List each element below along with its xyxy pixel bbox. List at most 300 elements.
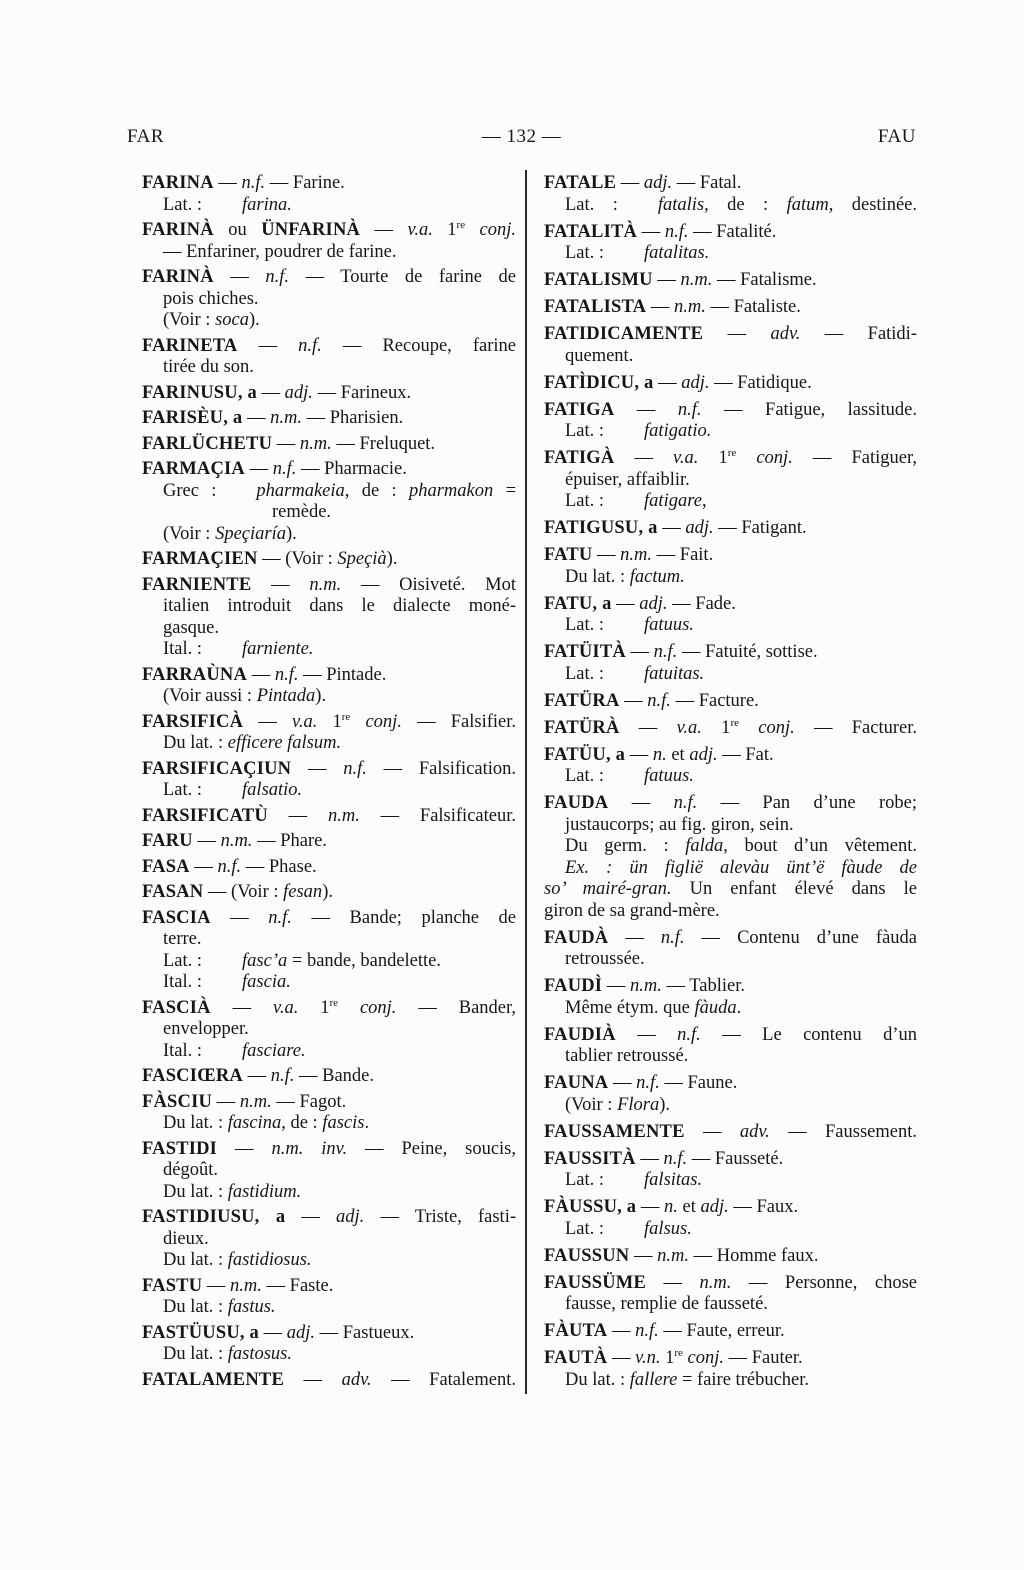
entry-line: [142, 665, 516, 687]
italic-text-segment: falda: [685, 836, 724, 856]
italic-text-segment: pharmakon: [408, 480, 494, 501]
superscript-ordinal: re: [730, 716, 739, 729]
text-segment: — Tablier.: [661, 976, 745, 996]
italic-text-segment: n.f.: [635, 1321, 659, 1341]
entry-line: [544, 421, 917, 443]
text-segment: Du lat. :: [565, 1369, 630, 1390]
text-segment: =: [493, 480, 516, 501]
entry-line: [142, 1066, 516, 1088]
italic-text-segment: fàuda: [694, 997, 737, 1018]
superscript-ordinal: re: [341, 710, 351, 723]
entry-line: [544, 976, 917, 998]
italic-text-segment: adv.: [739, 1121, 770, 1142]
dictionary-entry: [544, 222, 917, 265]
text-segment: — Faussement.: [769, 1121, 917, 1142]
italic-text-segment: fatuitas.: [644, 663, 705, 684]
italic-text-segment: n.m.: [620, 545, 653, 565]
italic-text-segment: n.f.: [653, 642, 678, 662]
headword: FASTÜUSU, a: [142, 1322, 259, 1343]
text-segment: ou: [213, 220, 262, 240]
running-head-left-guideword: FAR: [127, 126, 165, 147]
text-segment: — Fauter.: [723, 1348, 803, 1368]
dictionary-entry: [142, 1066, 516, 1088]
text-segment: —: [653, 372, 682, 393]
entry-line: [544, 1348, 917, 1370]
text-segment: tablier retroussé.: [565, 1046, 689, 1066]
text-segment: — Farine.: [265, 173, 345, 193]
dictionary-entry: [544, 1348, 917, 1391]
text-segment: giron de sa grand-mère.: [544, 900, 720, 921]
text-segment: remède.: [272, 502, 332, 522]
headword: ÜNFARINÀ: [261, 220, 361, 240]
italic-text-segment: n.m.: [629, 976, 662, 996]
entry-line: [544, 836, 917, 858]
italic-text-segment: Pintada: [256, 686, 316, 706]
text-segment: —: [625, 744, 653, 765]
superscript-ordinal: re: [727, 446, 737, 459]
text-segment: italien introduit dans le dialecte moné-: [163, 596, 516, 616]
entry-line: [544, 998, 917, 1020]
text-segment: — Bande; planche de: [291, 907, 517, 928]
text-segment: = bande, bandelette.: [287, 950, 442, 971]
italic-text-segment: n.: [664, 1197, 678, 1217]
entry-line: [544, 815, 917, 837]
italic-text-segment: fatum: [786, 194, 829, 215]
headword: FARISÈU, a: [142, 408, 243, 428]
text-segment: —: [636, 1197, 665, 1217]
entry-line: [142, 908, 516, 930]
entry-line: [142, 1250, 516, 1272]
entry-line: [142, 289, 516, 311]
headword: FATIGA: [544, 399, 615, 420]
text-segment: ).: [659, 1094, 671, 1115]
text-segment: — Pharmacie.: [296, 459, 407, 479]
text-segment: , de :: [344, 480, 409, 501]
dictionary-entry: [142, 1276, 516, 1319]
text-segment: terre.: [163, 929, 202, 949]
text-segment: — Fastueux.: [315, 1322, 415, 1343]
italic-text-segment: v.a.: [273, 997, 299, 1018]
dictionary-entry: [544, 928, 917, 971]
text-segment: — Fatidique.: [709, 372, 812, 393]
text-segment: —: [256, 382, 285, 403]
italic-text-segment: fesan: [283, 882, 323, 902]
headword: FARLÜCHETU: [142, 433, 273, 454]
italic-text-segment: fastidium.: [227, 1181, 302, 1202]
headword: FATALAMENTE: [142, 1369, 284, 1390]
entry-line: [142, 310, 516, 332]
entry-line: [544, 1321, 917, 1343]
text-segment: Ital. :: [163, 972, 203, 992]
dictionary-entry: [544, 1321, 917, 1343]
text-segment: Lat. :: [163, 194, 203, 215]
dictionary-entry: [544, 691, 917, 713]
text-segment: , de :: [281, 1113, 323, 1133]
text-segment: Un enfant élevé dans le: [671, 879, 917, 899]
headword: FARSIFICÀ: [142, 711, 244, 732]
entry-line: [544, 1273, 917, 1295]
headword: FASTIDI: [142, 1138, 218, 1159]
headword: FARINA: [142, 173, 214, 193]
headword: FÀUTA: [544, 1321, 608, 1341]
text-segment: — Oisiveté. Mot: [341, 574, 517, 595]
headword: FASTU: [142, 1275, 203, 1296]
text-segment: fausse, remplie de fausseté.: [565, 1294, 768, 1314]
text-segment: Lat. :: [565, 243, 605, 263]
italic-text-segment: soca: [215, 310, 249, 330]
italic-text-segment: adj.: [643, 173, 673, 193]
dictionary-entry: [142, 549, 516, 571]
italic-text-segment: fatigare: [644, 491, 702, 511]
italic-text-segment: conj.: [359, 997, 397, 1018]
text-segment: —: [213, 267, 266, 287]
dictionary-entry: [544, 324, 917, 367]
dictionary-entry: [544, 173, 917, 216]
entry-line: [544, 718, 917, 740]
italic-text-segment: n.f.: [660, 927, 685, 948]
italic-text-segment: n.m.: [327, 805, 360, 826]
text-segment: —: [247, 664, 275, 685]
entry-line: [544, 518, 917, 540]
text-segment: dégoût.: [163, 1160, 218, 1180]
headword: FATÜITÀ: [544, 642, 626, 662]
entry-line: [142, 1207, 516, 1229]
text-segment: — Facturer.: [794, 717, 917, 738]
dictionary-entry: [142, 806, 516, 828]
entry-line: [544, 1294, 917, 1316]
text-segment: — Fagot.: [271, 1091, 347, 1112]
headword: FATIGUSU, a: [544, 518, 658, 538]
text-segment: —: [684, 1121, 740, 1142]
entry-line: [142, 1160, 516, 1182]
entry-line: [544, 448, 917, 470]
text-segment: —: [192, 831, 221, 851]
text-segment: Lat. :: [163, 950, 203, 971]
dictionary-entry: [544, 518, 917, 540]
text-segment: — Fatalisme.: [712, 270, 817, 290]
italic-text-segment: n.f.: [673, 793, 698, 813]
italic-text-segment: n.m.: [220, 831, 253, 851]
text-segment: — Phase.: [241, 856, 317, 877]
dictionary-entry: [544, 976, 917, 1019]
text-segment: pois chiches.: [163, 288, 259, 309]
text-segment: — Fatuité, sottise.: [677, 642, 818, 662]
entry-line: [142, 1041, 516, 1063]
italic-text-segment: adj.: [681, 372, 710, 393]
italic-text-segment: fascis: [322, 1113, 365, 1133]
entry-line: [544, 1149, 917, 1171]
entry-line: [544, 1122, 917, 1144]
text-segment: — Fataliste.: [705, 297, 801, 317]
italic-text-segment: n.f.: [677, 399, 702, 420]
text-segment: — Fatigue, lassitude.: [701, 399, 918, 420]
text-segment: —: [619, 717, 677, 738]
entry-line: [544, 928, 917, 950]
text-segment: et: [677, 1197, 701, 1217]
italic-text-segment: conj.: [756, 448, 793, 468]
text-segment: (Voir :: [565, 1094, 618, 1115]
text-segment: —: [608, 927, 661, 948]
text-segment: — Bander,: [396, 997, 517, 1018]
entry-line: [544, 346, 917, 368]
italic-text-segment: farniente.: [242, 639, 314, 659]
entry-line: [544, 858, 917, 880]
entry-line: [142, 686, 516, 708]
italic-text-segment: n.m.: [239, 1091, 272, 1112]
headword: FARINETA: [142, 335, 238, 356]
entry-line: [544, 373, 917, 395]
entry-line: [544, 195, 917, 217]
dictionary-entry: [544, 594, 917, 637]
text-segment: —: [703, 324, 771, 344]
headword: FAUDIÀ: [544, 1024, 616, 1045]
entry-line: [142, 951, 516, 973]
dictionary-entry: [142, 434, 516, 456]
entry-line: [544, 615, 917, 637]
text-segment: — Faste.: [261, 1275, 334, 1296]
dictionary-entry: [544, 718, 917, 740]
text-segment: — Fatalité.: [688, 221, 777, 242]
text-segment: —: [619, 690, 648, 711]
text-segment: Lat. :: [565, 1218, 605, 1239]
italic-text-segment: adj.: [689, 744, 718, 765]
entry-line: [544, 642, 917, 664]
dictionary-column-left: [142, 173, 516, 1391]
text-segment: —: [657, 518, 686, 538]
text-segment: —: [251, 574, 310, 595]
italic-text-segment: fatigatio.: [644, 421, 712, 441]
entry-line: [142, 733, 516, 755]
text-segment: —: [259, 1322, 287, 1343]
headword: FARNIENTE: [142, 574, 252, 595]
text-segment: —: [607, 1321, 636, 1341]
italic-text-segment: n.f.: [298, 335, 322, 356]
entry-line: [142, 524, 516, 546]
italic-text-segment: n.f.: [636, 1073, 660, 1093]
italic-text-segment: fastosus.: [227, 1344, 293, 1364]
entry-line: [544, 793, 917, 815]
entry-line: [142, 882, 516, 904]
text-segment: [338, 998, 360, 1018]
text-segment: justaucorps; au fig. giron, sein.: [565, 814, 794, 835]
text-segment: —: [607, 1348, 636, 1368]
text-segment: Du lat. :: [163, 1181, 228, 1202]
italic-text-segment: adj.: [286, 1322, 316, 1343]
text-segment: —: [360, 220, 408, 240]
text-segment: —: [615, 1024, 678, 1045]
headword: FAUSSAMENTE: [544, 1121, 685, 1142]
entry-line: [544, 745, 917, 767]
text-segment: —: [635, 1148, 664, 1169]
entry-line: [544, 222, 917, 244]
headword: FASCIŒRA: [142, 1066, 243, 1086]
entry-line: [544, 400, 917, 422]
italic-text-segment: falsatio.: [242, 780, 303, 800]
entry-line: [142, 575, 516, 597]
dictionary-entry: [544, 1025, 917, 1068]
italic-text-segment: fastidiosus.: [227, 1250, 312, 1270]
italic-text-segment: n.f.: [272, 459, 297, 479]
text-segment: 1: [317, 711, 342, 732]
entry-line: [544, 1073, 917, 1095]
dictionary-entry: [544, 1197, 917, 1240]
entry-line: [142, 1344, 516, 1366]
text-segment: — Le contenu d’un: [700, 1024, 917, 1045]
text-segment: = faire trébucher.: [677, 1369, 810, 1390]
headword: FARU: [142, 831, 193, 851]
headword: FATALISMU: [544, 270, 653, 290]
headword: FATÜRÀ: [544, 717, 620, 738]
dictionary-entry: [142, 408, 516, 430]
text-segment: — Freluquet.: [331, 433, 436, 454]
headword: FASCIÀ: [142, 997, 211, 1018]
text-segment: —: [291, 758, 344, 779]
italic-text-segment: n.m.: [299, 433, 332, 454]
text-segment: ).: [285, 523, 297, 544]
entry-line: [142, 998, 516, 1020]
text-segment: quement.: [565, 345, 634, 366]
dictionary-entry: [544, 1122, 917, 1144]
headword: FARINÀ: [142, 220, 214, 240]
dictionary-entry: [142, 1370, 516, 1392]
entry-line: [544, 470, 917, 492]
entry-line: [544, 297, 917, 319]
entry-line: [544, 545, 917, 567]
italic-text-segment: v.a.: [291, 711, 318, 732]
headword: FATALE: [544, 173, 617, 193]
text-segment: — Fausseté.: [687, 1148, 784, 1169]
italic-text-segment: n.m.: [270, 408, 302, 428]
text-segment: — Pan d’une robe;: [697, 793, 917, 813]
entry-line: [544, 1025, 917, 1047]
text-segment: — Fatigant.: [713, 518, 807, 538]
text-segment: —: [210, 997, 273, 1018]
text-segment: Du lat. :: [163, 1297, 228, 1317]
text-segment: — Faute, erreur.: [658, 1321, 785, 1341]
dictionary-entry: [142, 908, 516, 994]
italic-text-segment: so’ mairé-gran.: [544, 879, 672, 899]
text-segment: —: [267, 805, 328, 826]
entry-line: [142, 502, 516, 524]
italic-text-segment: fatalitas.: [644, 243, 710, 263]
text-segment: —: [245, 459, 273, 479]
text-segment: —: [602, 976, 630, 996]
text-segment: Du lat. :: [163, 1344, 228, 1364]
text-segment: — Fatalement.: [371, 1369, 516, 1390]
text-segment: —: [202, 1275, 231, 1296]
entry-line: [142, 759, 516, 781]
text-segment: — Triste, fasti-: [364, 1207, 516, 1227]
text-segment: 1: [698, 448, 728, 468]
text-segment: Grec :: [163, 480, 217, 501]
italic-text-segment: adj.: [639, 593, 668, 614]
entry-line: [142, 267, 516, 289]
headword: FARINÀ: [142, 267, 214, 287]
dictionary-entry: [142, 336, 516, 379]
dictionary-entry: [142, 1323, 516, 1366]
text-segment: — Fatidi-: [800, 324, 917, 344]
italic-text-segment: Ex. : ün figlië alevàu ünt’ë fàude de: [565, 857, 917, 878]
text-segment: (Voir :: [163, 523, 216, 544]
headword: FASCIA: [142, 907, 211, 928]
text-segment: —: [242, 1066, 271, 1086]
text-segment: —: [646, 297, 674, 317]
running-head-right-guideword: FAU: [877, 126, 916, 147]
text-segment: — Fatiguer,: [792, 448, 918, 468]
running-head: [127, 126, 916, 150]
italic-text-segment: fasc’a: [242, 950, 288, 971]
text-segment: Lat. :: [565, 194, 618, 215]
headword: FAUSSITÀ: [544, 1148, 636, 1169]
entry-line: [142, 242, 516, 264]
italic-text-segment: fatuus.: [644, 615, 694, 635]
italic-text-segment: falsus.: [644, 1218, 692, 1239]
headword: FAUSSÜME: [544, 1272, 646, 1293]
italic-text-segment: pharmakeia: [256, 480, 345, 501]
italic-text-segment: falsitas.: [644, 1170, 703, 1190]
column-divider-rule: [525, 170, 527, 1394]
dictionary-entry: [544, 297, 917, 319]
entry-line: [142, 1182, 516, 1204]
text-segment: —: [210, 907, 269, 928]
headword: FATALITÀ: [544, 221, 638, 242]
text-segment: —: [217, 1138, 272, 1159]
italic-text-segment: fascina: [227, 1113, 282, 1133]
entry-line: [544, 1219, 917, 1241]
headword: FARRAÙNA: [142, 664, 248, 685]
italic-text-segment: adv.: [770, 324, 801, 344]
dictionary-entry: [544, 400, 917, 443]
text-segment: , destinée.: [828, 194, 917, 215]
text-segment: Du lat. :: [163, 733, 228, 753]
text-segment: ).: [386, 549, 398, 569]
dictionary-entry: [142, 459, 516, 545]
text-segment: ).: [315, 686, 327, 706]
text-segment: (Voir aussi :: [163, 686, 257, 706]
text-segment: Lat. :: [565, 491, 605, 511]
text-segment: — Pintade.: [298, 664, 387, 685]
headword: FARSIFICAÇIUN: [142, 758, 292, 779]
text-segment: — Fade.: [667, 593, 736, 614]
headword: FARSIFICATÙ: [142, 805, 268, 826]
entry-line: [142, 481, 516, 503]
entry-line: [142, 712, 516, 734]
headword: FARINUSU, a: [142, 382, 257, 403]
entry-line: [544, 324, 917, 346]
headword: FATU, a: [544, 593, 612, 614]
italic-text-segment: n.f.: [268, 907, 292, 928]
entry-line: [142, 831, 516, 853]
entry-line: [544, 691, 917, 713]
text-segment: — Phare.: [252, 831, 327, 851]
entry-line: [544, 664, 917, 686]
entry-line: [544, 766, 917, 788]
entry-line: [544, 879, 917, 901]
text-segment: gasque.: [163, 617, 219, 638]
headword: FATIDICAMENTE: [544, 324, 704, 344]
italic-text-segment: fallere: [629, 1369, 678, 1390]
entry-line: [142, 1019, 516, 1041]
dictionary-entry: [142, 1139, 516, 1204]
entry-line: [544, 594, 917, 616]
text-segment: Du lat. :: [163, 1113, 228, 1133]
entry-line: [142, 639, 516, 661]
entry-line: [544, 567, 917, 589]
entry-line: [544, 491, 917, 513]
text-segment: —: [629, 1245, 658, 1266]
italic-text-segment: conj.: [479, 220, 517, 240]
headword: FÀUSSU, a: [544, 1197, 637, 1217]
